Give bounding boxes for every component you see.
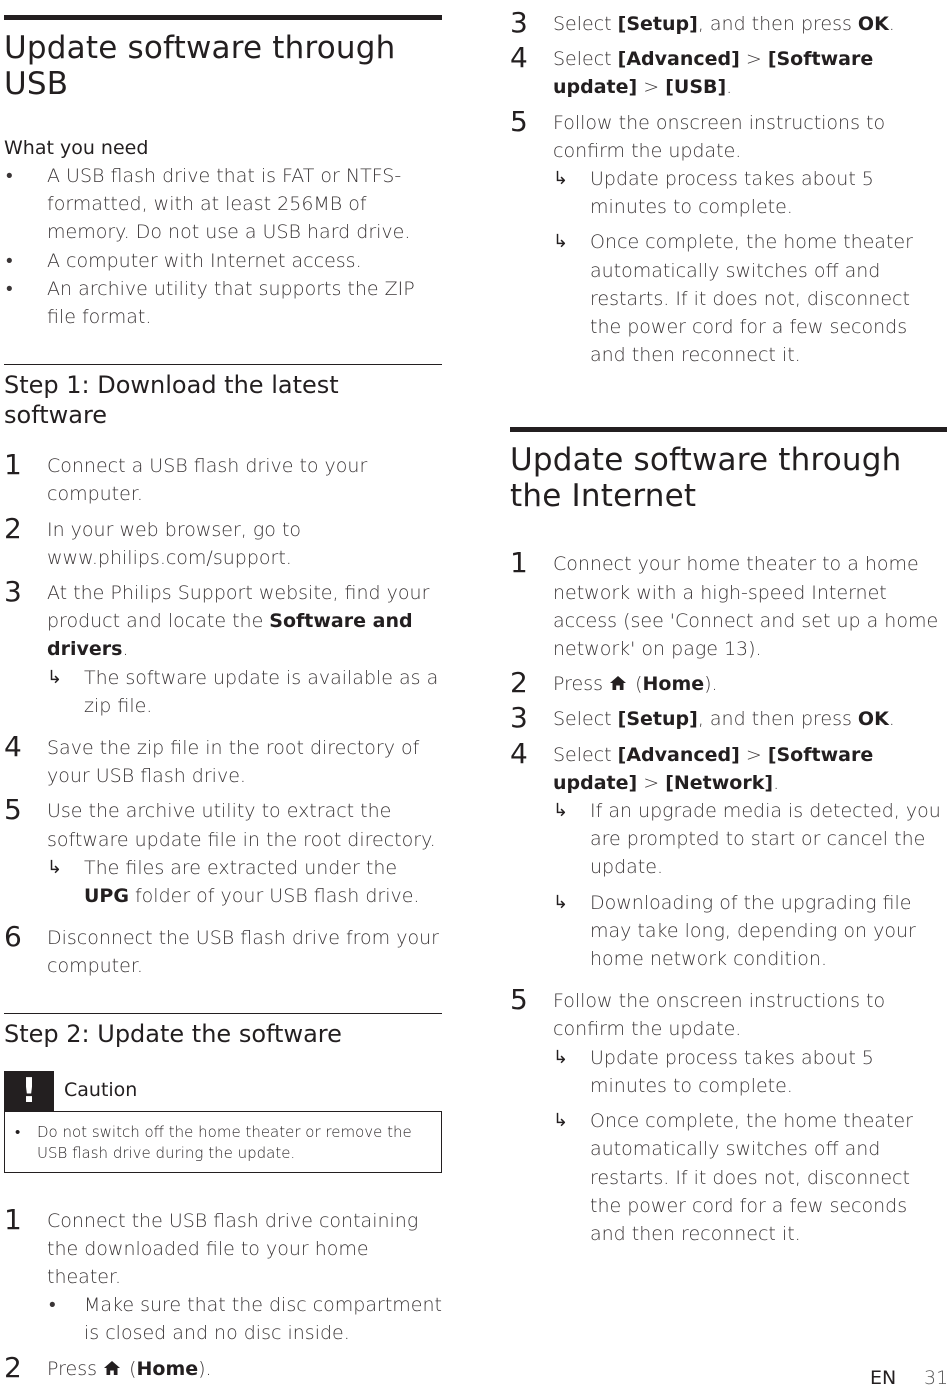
section-rule bbox=[4, 364, 442, 365]
bullet-icon: • bbox=[49, 1294, 56, 1317]
section-rule bbox=[4, 15, 442, 20]
caution-icon: ! bbox=[4, 1071, 54, 1111]
result-item: ↳ The files are extracted under the UPG folder of your USB flash drive. bbox=[47, 854, 442, 910]
result-item: ↳ Once complete, the home theater automatically switches off and restarts. If it does not, disconnect the power cord for a few seconds and then reconnect it. bbox=[553, 228, 947, 369]
internet-steps bbox=[510, 546, 947, 1248]
left-column bbox=[4, 0, 442, 1383]
list-item: • A USB flash drive that is FAT or NTFS-formatted, with at least 256MB of memory. Do not use a USB hard drive. bbox=[4, 162, 442, 247]
step-number: 5 bbox=[4, 793, 22, 827]
step-number: 4 bbox=[510, 736, 528, 770]
result-item: ↳ If an upgrade media is detected, you are prompted to start or cancel the update. bbox=[553, 797, 947, 882]
section-rule bbox=[510, 427, 947, 432]
caution-item: • Do not switch off the home theater or remove the USB flash drive during the update. bbox=[15, 1122, 412, 1162]
result-arrow-icon: ↳ bbox=[553, 800, 569, 822]
caution-block bbox=[4, 1071, 442, 1173]
step-item: 1 Connect your home theater to a home network with a high-speed Internet access (see 'Connect and set up a home network' on page 13). bbox=[510, 546, 939, 661]
internet-section-title: Update software through the Internet bbox=[510, 442, 902, 515]
section-rule bbox=[4, 1013, 442, 1014]
step-item: 1 Connect the USB flash drive containing the downloaded file to your home theater. • Make sure that the disc compartment is closed and no disc inside. bbox=[4, 1207, 442, 1348]
home-icon bbox=[103, 1360, 121, 1376]
step-number: 1 bbox=[4, 448, 22, 482]
result-arrow-icon: ↳ bbox=[553, 1046, 569, 1068]
home-icon bbox=[609, 675, 627, 691]
step-item: 3 Select [Setup], and then press OK. bbox=[510, 701, 895, 735]
usb-section-title: Update software through USB bbox=[4, 30, 396, 102]
step-number: 2 bbox=[4, 1350, 22, 1384]
step1-list bbox=[4, 448, 442, 980]
usb-steps-continued bbox=[510, 6, 947, 369]
bullet-icon: • bbox=[15, 1122, 21, 1141]
what-you-need-heading: What you need bbox=[4, 137, 149, 159]
step-number: 2 bbox=[510, 666, 528, 700]
step-item: 2 Press (Home). bbox=[4, 1350, 212, 1384]
step-item: 4 Save the zip file in the root directory of your USB flash drive. bbox=[4, 730, 420, 788]
step-number: 3 bbox=[510, 701, 528, 735]
step2-list bbox=[4, 1202, 442, 1384]
step-number: 5 bbox=[510, 983, 528, 1017]
step-item: 5 Use the archive utility to extract the software update file in the root directory. ↳ The files are extracted under the UPG folder of your USB flash drive. bbox=[4, 797, 442, 910]
bullet-icon: • bbox=[6, 249, 13, 272]
sub-bullet-item: • Make sure that the disc compartment is closed and no disc inside. bbox=[47, 1291, 442, 1347]
result-arrow-icon: ↳ bbox=[553, 891, 569, 913]
step-number: 1 bbox=[510, 546, 528, 580]
bullet-icon: • bbox=[6, 277, 13, 300]
step-number: 3 bbox=[4, 575, 22, 609]
step-number: 6 bbox=[4, 920, 22, 954]
step-item: 5 Follow the onscreen instructions to confirm the update. ↳ Update process takes about 5 minutes to complete. ↳ Once complete, the home theater automatically switches off and restarts. If it does not, disconnect the power cord for a few seconds and then reconnect it. bbox=[510, 987, 947, 1248]
result-arrow-icon: ↳ bbox=[47, 856, 63, 878]
step-item: 4 Select [Advanced] > [Software update] > [USB]. bbox=[510, 41, 874, 99]
step-item: 3 At the Philips Support website, find your product and locate the Software and drivers. ↳ The software update is available as a zip file. bbox=[4, 579, 442, 720]
result-item: ↳ The software update is available as a zip file. bbox=[47, 664, 442, 720]
result-arrow-icon: ↳ bbox=[553, 1110, 569, 1132]
step-number: 1 bbox=[4, 1202, 22, 1236]
page-number: 31 bbox=[924, 1367, 949, 1389]
bullet-icon: • bbox=[6, 165, 13, 187]
needs-list bbox=[4, 162, 442, 331]
step-number: 5 bbox=[510, 104, 528, 138]
step-item: 6 Disconnect the USB flash drive from your computer. bbox=[4, 920, 439, 978]
step-number: 2 bbox=[4, 511, 22, 545]
step-item: 3 Select [Setup], and then press OK. bbox=[510, 6, 895, 39]
result-arrow-icon: ↳ bbox=[47, 666, 63, 688]
result-item: ↳ Downloading of the upgrading file may take long, depending on your home network condition. bbox=[553, 889, 947, 974]
result-arrow-icon: ↳ bbox=[553, 168, 569, 190]
step1-heading: Step 1: Download the latest software bbox=[4, 371, 339, 430]
step-item: 4 Select [Advanced] > [Software update] > [Network]. ↳ If an upgrade media is detected, you are prompted to start or cancel the update. ↳ Downloading of the upgrading file may take long, depending on your home network condition. bbox=[510, 741, 947, 974]
result-item: ↳ Once complete, the home theater automatically switches off and restarts. If it does not, disconnect the power cord for a few seconds and then reconnect it. bbox=[553, 1107, 947, 1248]
language-label: EN bbox=[870, 1367, 897, 1389]
result-item: ↳ Update process takes about 5 minutes to complete. bbox=[553, 165, 947, 221]
step-item: 2 Press (Home). bbox=[510, 666, 718, 700]
step-item: 5 Follow the onscreen instructions to confirm the update. ↳ Update process takes about 5 minutes to complete. ↳ Once complete, the home theater automatically switches off and restarts. If it does not, disconnect the power cord for a few seconds and then reconnect it. bbox=[510, 109, 947, 370]
result-arrow-icon: ↳ bbox=[553, 231, 569, 253]
step2-heading: Step 2: Update the software bbox=[4, 1019, 342, 1048]
result-item: ↳ Update process takes about 5 minutes to complete. bbox=[553, 1044, 947, 1100]
caution-label: Caution bbox=[64, 1078, 138, 1101]
step-number: 3 bbox=[510, 6, 528, 39]
list-item: • An archive utility that supports the ZIP file format. bbox=[4, 275, 442, 331]
list-item: • A computer with Internet access. bbox=[4, 247, 442, 275]
step-number: 4 bbox=[510, 41, 528, 75]
caution-box bbox=[4, 1111, 442, 1173]
step-item: 2 In your web browser, go to www.philips.com/support. bbox=[4, 511, 302, 569]
step-item: 1 Connect a USB flash drive to your computer. bbox=[4, 448, 368, 506]
step-number: 4 bbox=[4, 730, 22, 764]
right-column bbox=[510, 0, 947, 1248]
caution-header bbox=[4, 1071, 442, 1111]
